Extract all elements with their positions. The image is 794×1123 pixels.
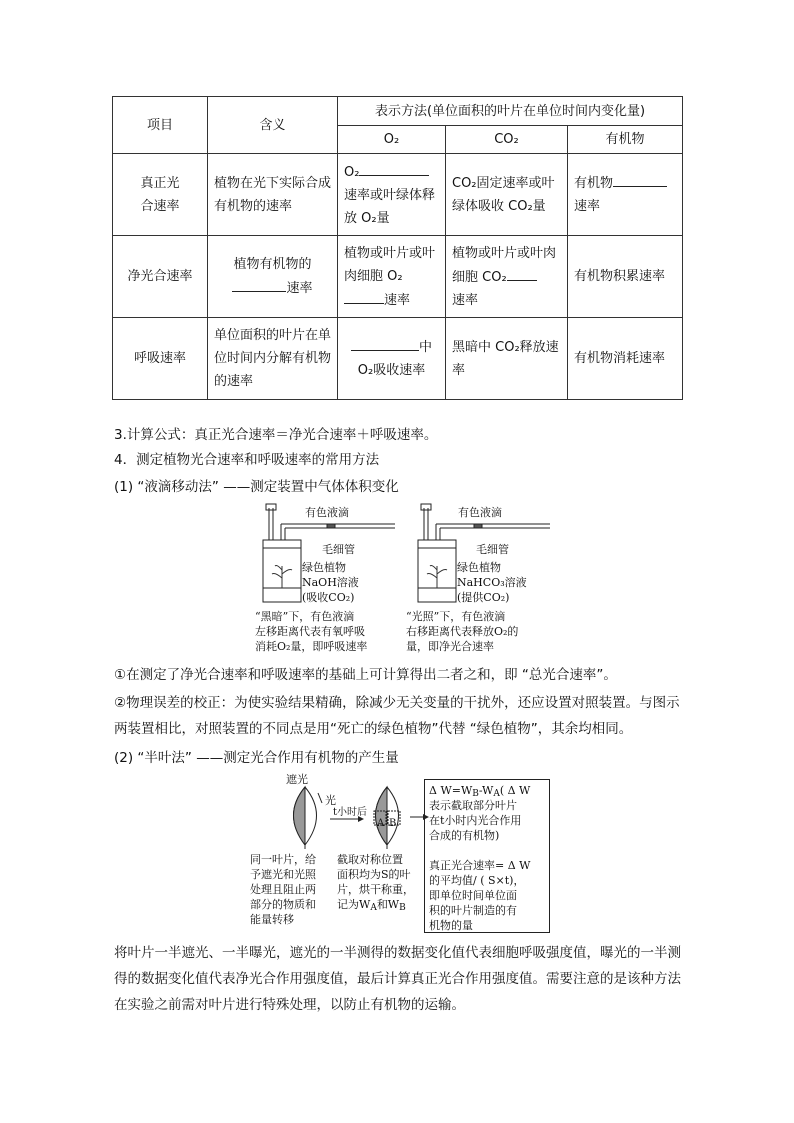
note-1: ①在测定了净光合速率和呼吸速率的基础上可计算得出二者之和，即 “总光合速率”。 — [114, 667, 617, 683]
right-capillary-label: 毛细管 — [476, 543, 509, 556]
row-co2: 黑暗中 CO₂释放速率 — [446, 318, 568, 400]
header-o2: O₂ — [338, 126, 446, 154]
left-apparatus-labels: 绿色植物 NaOH溶液 (吸收CO₂) — [302, 561, 359, 604]
row-name: 净光合速率 — [113, 236, 208, 318]
time-label: t小时后 — [333, 807, 368, 818]
half-leaf-caption-left: 同一叶片，给 予遮光和光照 处理且阻止两 部分的物质和 能量转移 — [250, 853, 316, 926]
header-meaning: 含义 — [208, 97, 338, 154]
section-4-heading: 4．测定植物光合速率和呼吸速率的常用方法 — [114, 452, 380, 468]
left-apparatus-caption: “黑暗”下，有色液滴 左移距离代表有氧呼吸 消耗O₂量，即呼吸速率 — [255, 610, 368, 653]
label-a: A — [377, 818, 385, 829]
light-label: 光 — [325, 794, 336, 807]
rate-comparison-table — [112, 96, 683, 400]
right-apparatus-labels: 绿色植物 NaHCO₃溶液 (提供CO₂) — [457, 561, 527, 604]
row-organic: 有机物消耗速率 — [568, 318, 683, 400]
row-name: 呼吸速率 — [113, 318, 208, 400]
left-droplet-label: 有色液滴 — [305, 506, 349, 519]
label-b: B — [389, 818, 397, 829]
header-method: 表示方法(单位面积的叶片在单位时间内变化量) — [338, 97, 683, 126]
note-2: ②物理误差的校正：为使实验结果精确，除减少无关变量的干扰外，还应设置对照装置。与图示两装置相比，对照装置的不同点是用“死亡的绿色植物”代替 “绿色植物”，其余均相同。 — [114, 695, 680, 737]
shade-label: 遮光 — [286, 773, 308, 786]
row-o2: 植物或叶片或叶肉细胞 O₂ 速率 — [338, 236, 446, 318]
colored-droplet-icon — [474, 524, 482, 528]
header-item: 项目 — [113, 97, 208, 154]
formula-line: 3.计算公式：真正光合速率＝净光合速率＋呼吸速率。 — [114, 427, 438, 443]
row-organic: 有机物 速率 — [568, 154, 683, 236]
row-name: 真正光合速率 — [113, 154, 208, 236]
result-box-formula: Δ $W=W_B-W_A$( Δ W 表示截取部分叶片 在t小时内光合作用 合成的有机物) — [429, 784, 531, 842]
row-meaning: 植物有机物的 速率 — [208, 236, 338, 318]
row-co2: 植物或叶片或叶肉细胞 CO₂ 速率 — [446, 236, 568, 318]
method-1-heading: (1) “液滴移动法” ——测定装置中气体体积变化 — [114, 479, 399, 495]
table-row — [113, 318, 683, 400]
left-capillary-label: 毛细管 — [322, 543, 355, 556]
table-row — [113, 236, 683, 318]
table-row — [113, 154, 683, 236]
result-box — [424, 779, 550, 933]
row-meaning: 单位面积的叶片在单位时间内分解有机物的速率 — [208, 318, 338, 400]
row-o2: 中 O₂吸收速率 — [338, 318, 446, 400]
row-co2: CO₂固定速率或叶绿体吸收 CO₂量 — [446, 154, 568, 236]
row-o2: O₂ 速率或叶绿体释放 O₂量 — [338, 154, 446, 236]
leaf-before — [294, 787, 323, 849]
final-paragraph: 将叶片一半遮光、一半曝光，遮光的一半测得的数据变化值代表细胞呼吸强度值，曝光的一半测得的数据变化值代表净光合作用强度值，最后计算真正光合作用强度值。需要注意的是该种方法在实验之前需对叶片进行特殊处理，以防止有机物的运输。 — [114, 945, 681, 1013]
result-box-rate: 真正光合速率= Δ W 的平均值/ ( S×t)， 即单位时间单位面 积的叶片制造的有 机物的量 — [429, 859, 531, 932]
row-organic: 有机物积累速率 — [568, 236, 683, 318]
header-co2: CO₂ — [446, 126, 568, 154]
right-droplet-label: 有色液滴 — [458, 506, 502, 519]
method-2-heading: (2) “半叶法” ——测定光合作用有机物的产生量 — [114, 750, 399, 766]
row-meaning: 植物在光下实际合成有机物的速率 — [208, 154, 338, 236]
half-leaf-caption-mid: 截取对称位置 面积均为S的叶 片，烘干称重， 记为$W_A$和$W_B$ — [337, 853, 414, 913]
right-apparatus-caption: “光照”下，有色液滴 右移距离代表释放O₂的 量，即净光合速率 — [406, 610, 519, 653]
colored-droplet-icon — [327, 524, 335, 528]
header-organic: 有机物 — [568, 126, 683, 154]
